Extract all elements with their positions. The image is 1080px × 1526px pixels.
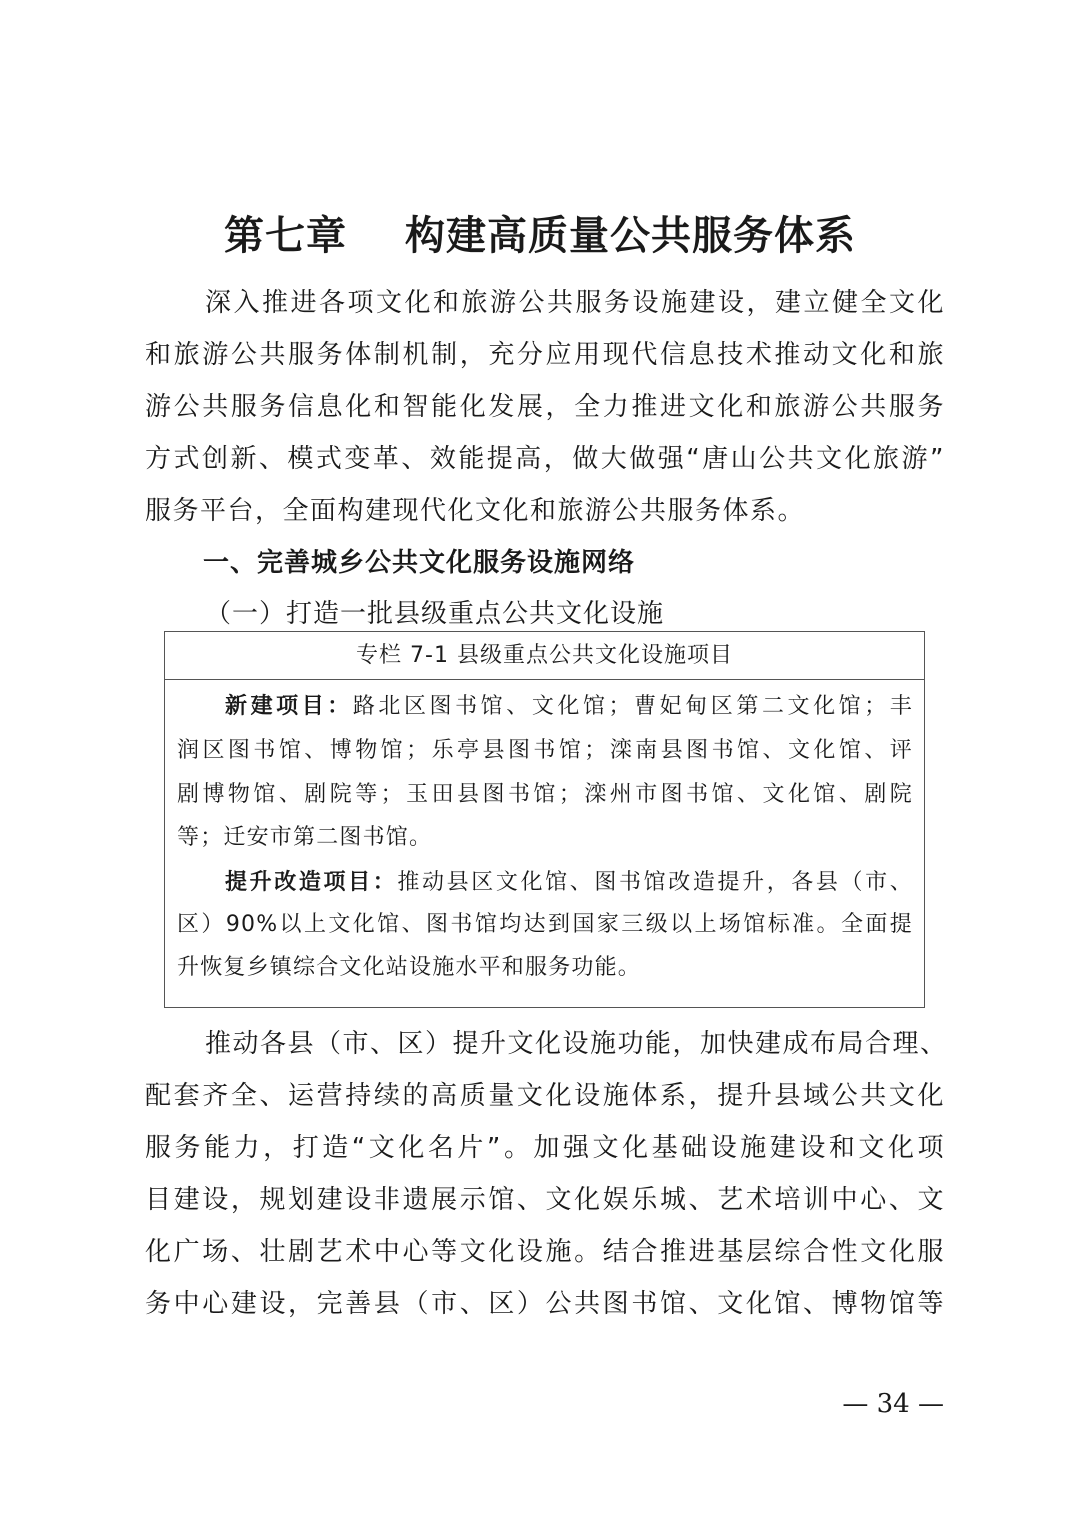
chapter-name: 构建高质量公共服务体系: [405, 212, 856, 259]
text-line: 推动各县（市、区）提升文化设施功能，加快建成布局合理、: [205, 1029, 948, 1059]
text-line: 服务能力，打造“文化名片”。加强文化基础设施建设和文化项: [145, 1133, 945, 1163]
box-line: 升恢复乡镇综合文化站设施水平和服务功能。: [177, 955, 642, 980]
box-line: [225, 692, 913, 722]
new-projects-label: 新建项目：: [225, 694, 353, 719]
section-heading: 一、完善城乡公共文化服务设施网络: [203, 548, 636, 578]
text-line: 配套齐全、运营持续的高质量文化设施体系，提升县域公共文化: [145, 1081, 945, 1111]
chapter-title: [0, 204, 1080, 261]
upgrade-projects-label: 提升改造项目：: [225, 870, 398, 895]
text-line: 化广场、壮剧艺术中心等文化设施。结合推进基层综合性文化服: [145, 1237, 945, 1267]
box-line: 区）90%以上文化馆、图书馆均达到国家三级以上场馆标准。全面提: [177, 912, 913, 937]
text-line: 务中心建设，完善县（市、区）公共图书馆、文化馆、博物馆等: [145, 1289, 945, 1319]
text-line: 服务平台，全面构建现代化文化和旅游公共服务体系。: [145, 496, 806, 526]
feature-box: [164, 631, 925, 1008]
box-line: 等；迁安市第二图书馆。: [177, 825, 433, 850]
text-line: 和旅游公共服务体制机制，充分应用现代信息技术推动文化和旅: [145, 340, 945, 370]
box-line: [225, 868, 913, 898]
text-line: 目建设，规划建设非遗展示馆、文化娱乐城、艺术培训中心、文: [145, 1185, 945, 1215]
page-number: — 34 —: [842, 1389, 944, 1419]
box-line: 润区图书馆、博物馆；乐亭县图书馆；滦南县图书馆、文化馆、评: [177, 738, 913, 763]
feature-box-title: 专栏 7-1 县级重点公共文化设施项目: [165, 632, 924, 680]
subsection-heading: （一）打造一批县级重点公共文化设施: [205, 599, 665, 629]
chapter-number: 第七章: [224, 212, 347, 259]
box-text: 路北区图书馆、文化馆；曹妃甸区第二文化馆；丰: [352, 694, 913, 719]
box-text: 推动县区文化馆、图书馆改造提升，各县（市、: [397, 870, 913, 895]
text-line: 方式创新、模式变革、效能提高，做大做强“唐山公共文化旅游”: [145, 444, 945, 474]
text-line: 深入推进各项文化和旅游公共服务设施建设，建立健全文化: [205, 288, 945, 318]
text-line: 游公共服务信息化和智能化发展，全力推进文化和旅游公共服务: [145, 392, 945, 422]
box-line: 剧博物馆、剧院等；玉田县图书馆；滦州市图书馆、文化馆、剧院: [177, 782, 913, 807]
